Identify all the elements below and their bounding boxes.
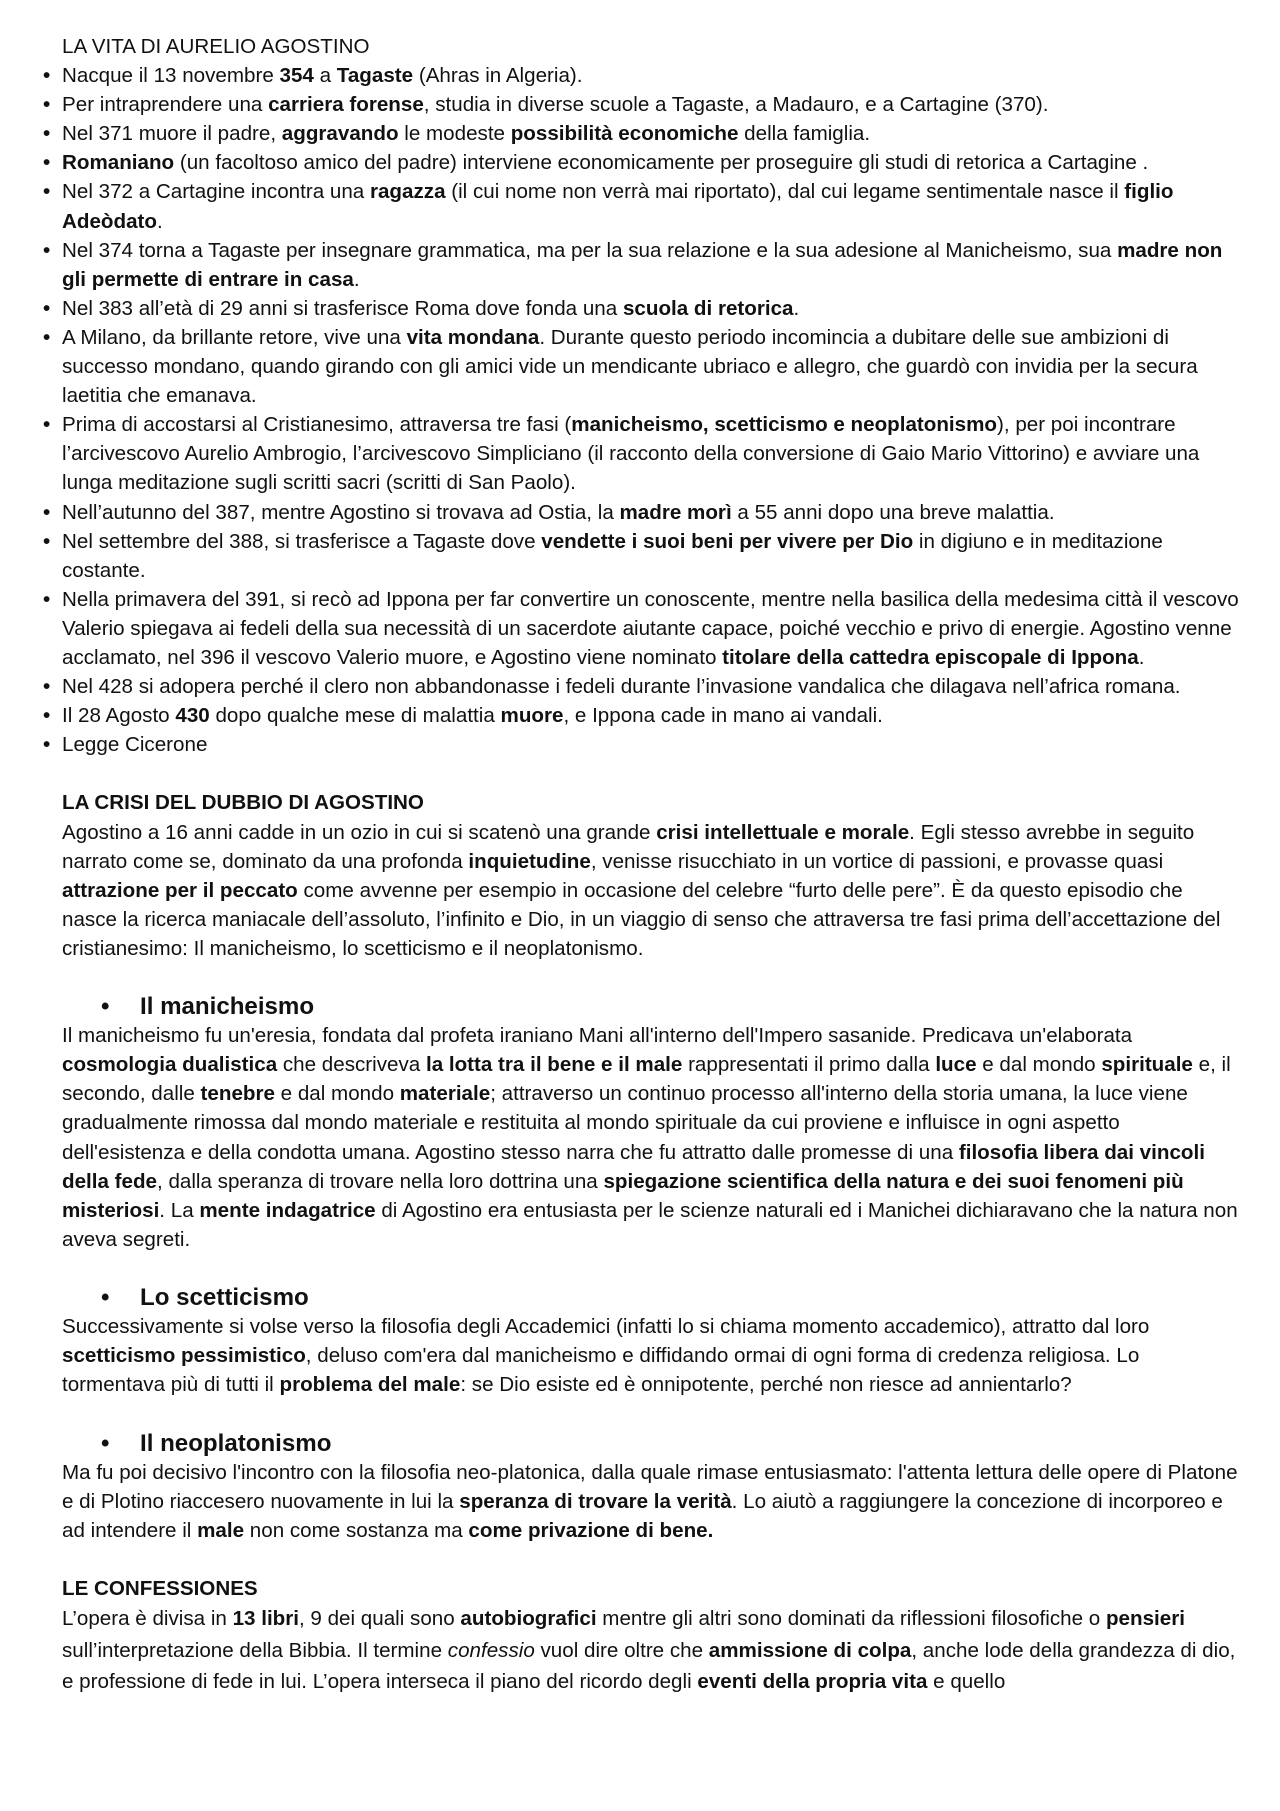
bio-item [62,323,1240,410]
text-run: Il manicheismo fu un'eresia, fondata dal profeta iraniano Mani all'interno dell'Impero sasanide. Predicava un'elaborata [62,1024,1133,1048]
text-run: . Egli stesso avrebbe in seguito narrato come se, dominato da una profonda [62,820,1195,873]
bold-text: cosmologia dualistica [62,1053,278,1077]
text-run: Nel 372 a Cartagine incontra una [62,180,370,204]
bold-text: attrazione per il peccato [62,878,298,902]
bullet-icon: • [101,1429,110,1457]
text-run: : se Dio esiste ed è onnipotente, perché non riesce ad annientarlo? [460,1373,1072,1397]
text-run: e dal mondo [274,1082,400,1106]
text-run: (un facoltoso amico del padre) interviene economicamente per proseguire gli studi di retorica a Cartagine . [174,151,1149,175]
bold-text: crisi intellettuale e morale [656,820,910,844]
bold-text: Romaniano [62,151,175,175]
text-run: (il cui nome non verrà mai riportato), dal cui legame sentimentale nasce il [445,180,1125,204]
bold-text: scetticismo pessimistico [62,1344,306,1368]
bold-text: vendette i suoi beni per vivere per Dio [541,529,914,553]
section-neoplatonismo [62,1429,1240,1545]
bold-text: eventi della propria vita [697,1670,928,1694]
biography-list [62,61,1240,759]
text-run: , studia in diverse scuole a Tagaste, a Madauro, e a Cartagine (370). [423,93,1049,117]
text-run: (Ahras in Algeria). [413,64,583,88]
bio-item [62,294,1240,323]
bold-text: spirituale [1101,1053,1193,1077]
text-run: . [1138,645,1145,669]
text-run: . Lo aiutò a raggiungere la concezione di incorporeo e ad intendere il [62,1489,1223,1542]
section-scetticismo [62,1283,1240,1399]
text-run: sull’interpretazione della Bibbia. Il termine [62,1638,448,1662]
text-run: Per intraprendere una [62,93,269,117]
bold-text: manicheismo, scetticismo e neoplatonismo [571,413,998,437]
document-title: LA VITA DI AURELIO AGOSTINO [62,35,370,58]
text-run: e quello [927,1670,1006,1694]
bold-text: scuola di retorica [622,296,794,320]
bullet-icon: • [101,1284,110,1312]
bio-item [62,498,1240,527]
text-run: . [793,296,800,320]
bold-text: carriera forense [268,93,424,117]
bold-text: madre morì [619,500,732,524]
text-run: Nell’autunno del 387, mentre Agostino si trovava ad Ostia, la [62,500,620,524]
text-run: come avvenne per esempio in occasione del celebre “furto delle pere”. È da questo episodio che nasce la ricerca maniacale dell’assoluto, l’infinito e Dio, in un viaggio di senso che attraversa tre fasi prima dell’accettazione del cristianesimo: Il manicheismo, lo scetticismo e il neoplatonismo. [62,878,1221,960]
paragraph [62,1603,1240,1698]
text-run: , venisse risucchiato in un vortice di passioni, e provasse quasi [590,849,1164,873]
paragraph [62,818,1240,963]
text-run: , deluso com'era dal manicheismo e diffidando ormai di ogni forma di credenza religiosa. Lo tormentava più di tutti il [62,1344,1140,1397]
bold-text: 13 libri [232,1607,299,1631]
bullet-icon: • [101,993,110,1021]
text-run: . Durante questo periodo incomincia a dubitare delle sue ambizioni di successo mondano, quando girando con gli amici vide un mendicante ubriaco e allegro, che guardò con invidia per la secura laetitia che emanava. [62,325,1198,408]
bio-item [62,148,1240,177]
bold-text: figlio Adeòdato [62,180,1174,233]
bio-item [62,236,1240,294]
subsection-heading-text: Il manicheismo [140,993,315,1021]
section-confessiones [62,1574,1240,1698]
bold-text: come privazione di bene. [468,1518,714,1542]
bio-item [62,701,1240,730]
text-run: , dalla speranza di trovare nella loro dottrina una [157,1169,604,1193]
bold-text: tenebre [200,1082,275,1106]
subsection-heading-text: Lo scetticismo [140,1284,309,1312]
text-run: dopo qualche mese di malattia [209,704,501,728]
text-run: non come sostanza ma [244,1518,469,1542]
bold-text: possibilità economiche [510,122,739,146]
bio-item [62,410,1240,497]
document-page [62,32,1240,1698]
bold-text: 430 [175,704,210,728]
section-manicheismo [62,992,1240,1254]
text-run: Agostino a 16 anni cadde in un ozio in cui si scatenò una grande [62,820,657,844]
text-run: ), per poi incontrare l’arcivescovo Aurelio Ambrogio, l’arcivescovo Simpliciano (il racconto della conversione di Gaio Mario Vittorino) e avviare una lunga meditazione sugli scritti sacri (scritti di San Paolo). [62,413,1200,495]
bold-text: muore [500,704,564,728]
text-run: della famiglia. [738,122,871,146]
bio-item [62,730,1240,759]
bold-text: inquietudine [468,849,591,873]
text-run: in digiuno e in meditazione costante. [62,529,1163,582]
text-run: a [313,64,337,88]
blank-line [62,963,1240,992]
text-run: Legge Cicerone [62,733,208,757]
bold-text: pensieri [1105,1607,1185,1631]
text-run: Nel 383 all’età di 29 anni si trasferisce Roma dove fonda una [62,296,623,320]
bio-item [62,61,1240,90]
subsection-heading-text: Il neoplatonismo [140,1429,332,1457]
text-run: le modeste [398,122,511,146]
bold-text: ammissione di colpa [708,1638,912,1662]
text-run: Ma fu poi decisivo l'incontro con la filosofia neo-platonica, dalla quale rimase entusiasmato: l'attenta lettura delle opere di Platone e di Plotino riaccesero nuovamente in lui la [62,1460,1238,1513]
bold-text: male [197,1518,245,1542]
text-run: Nacque il 13 novembre [62,64,280,88]
text-run: . La [159,1198,200,1222]
bio-item [62,177,1240,235]
bold-text: spiegazione scientifica della natura e dei suoi fenomeni più misteriosi [62,1169,1184,1222]
bold-text: madre non gli permette di entrare in casa [62,238,1223,291]
bold-text: materiale [399,1082,491,1106]
bold-text: problema del male [279,1373,461,1397]
section-heading: LE CONFESSIONES [62,1576,258,1600]
bold-text: titolare della cattedra episcopale di Ippona [722,645,1139,669]
paragraph [62,1458,1240,1545]
text-run: Il 28 Agosto [62,704,176,728]
text-run: Nel 371 muore il padre, [62,122,282,146]
paragraph [62,1312,1240,1399]
text-run: che descriveva [277,1053,426,1077]
blank-line [62,759,1240,788]
blank-line [62,1254,1240,1283]
bio-item [62,672,1240,701]
text-run: . [156,209,163,233]
bold-text: Tagaste [336,64,414,88]
text-run: Nella primavera del 391, si recò ad Ippona per far convertire un conoscente, mentre nella basilica della medesima città il vescovo Valerio spiegava ai fedeli della sua necessità di un sacerdote aiutante capace, poiché vecchio e privo di energie. Agostino venne acclamato, nel 396 il vescovo Valerio muore, e Agostino viene nominato [62,587,1239,669]
blank-line [62,1399,1240,1428]
text-run: rappresentati il primo dalla [682,1053,936,1077]
section-heading: LA CRISI DEL DUBBIO DI AGOSTINO [62,791,424,815]
text-run: a 55 anni dopo una breve malattia. [731,500,1055,524]
bold-text: mente indagatrice [199,1198,376,1222]
subsection-heading [62,1429,1240,1458]
bold-text: 354 [279,64,314,88]
text-run: mentre gli altri sono dominati da riflessioni filosofiche o [596,1607,1106,1631]
bio-item [62,119,1240,148]
text-run: ; attraverso un continuo processo all'interno della storia umana, la luce viene gradualmente rimossa dal mondo materiale e restituita al mondo spirituale da cui proviene e influisce in ogni aspetto dell'esistenza e della condotta umana. Agostino stesso narra che fu attratto dalle promesse di una [62,1082,1188,1164]
text-run: Nel 428 si adopera perché il clero non abbandonasse i fedeli durante l’invasione vandalica che dilagava nell’africa romana. [62,675,1181,699]
text-run: Nel 374 torna a Tagaste per insegnare grammatica, ma per la sua relazione e la sua adesione al Manicheismo, sua [62,238,1118,262]
bold-text: luce [935,1053,977,1077]
text-run: , e Ippona cade in mano ai vandali. [563,704,883,728]
text-run: , anche lode della grandezza di dio, e professione di fede in lui. L’opera interseca il piano del ricordo degli [62,1638,1236,1694]
paragraph [62,1021,1240,1254]
bold-text: vita mondana [406,325,540,349]
blank-line [62,1545,1240,1574]
bold-text: speranza di trovare la verità [459,1489,732,1513]
text-run: L’opera è divisa in [62,1607,233,1631]
text-run: Nel settembre del 388, si trasferisce a Tagaste dove [62,529,542,553]
bio-item [62,527,1240,585]
text-run: vuol dire oltre che [534,1638,709,1662]
bold-text: la lotta tra il bene e il male [425,1053,683,1077]
text-run: , 9 dei quali sono [298,1607,461,1631]
bold-text: ragazza [369,180,446,204]
text-run: Prima di accostarsi al Cristianesimo, attraversa tre fasi ( [62,413,572,437]
text-run: di Agostino era entusiasta per le scienze naturali ed i Manichei dichiaravano che la natura non aveva segreti. [62,1198,1238,1251]
bio-item [62,585,1240,672]
italic-text: confessio [447,1638,535,1662]
text-run: Successivamente si volse verso la filosofia degli Accademici (infatti lo si chiama momento accademico), attratto dal loro [62,1315,1150,1339]
text-run: A Milano, da brillante retore, vive una [62,325,407,349]
text-run: . [353,267,360,291]
bold-text: aggravando [281,122,399,146]
subsection-heading [62,992,1240,1021]
section-crisi [62,788,1240,963]
bold-text: autobiografici [460,1607,597,1631]
subsection-heading [62,1283,1240,1312]
bio-item [62,90,1240,119]
text-run: e, il secondo, dalle [62,1053,1231,1106]
text-run: e dal mondo [976,1053,1102,1077]
bold-text: filosofia libera dai vincoli della fede [62,1140,1205,1193]
